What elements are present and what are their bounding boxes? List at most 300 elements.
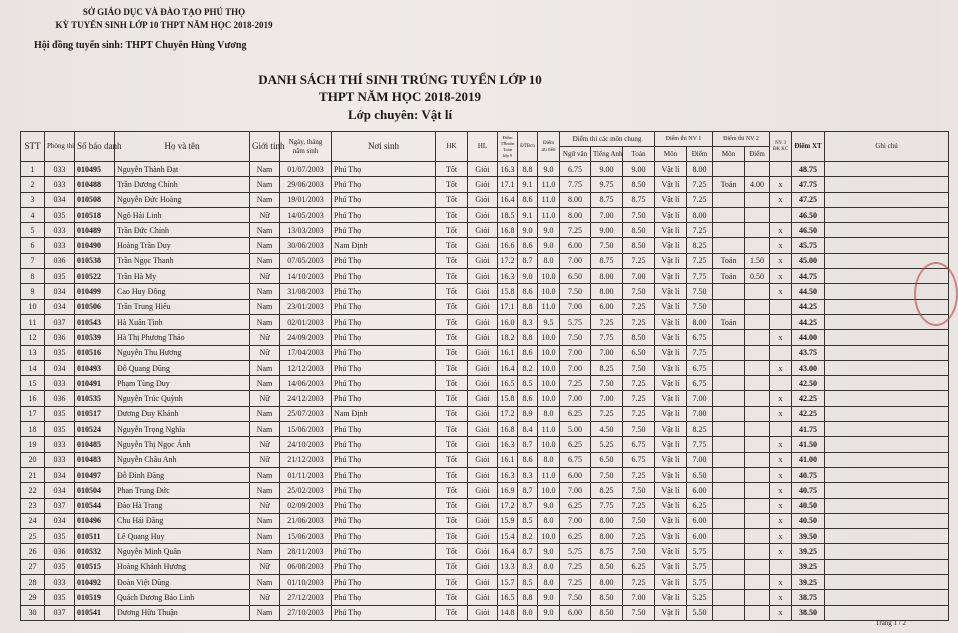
cell-hl: Giỏi (468, 238, 498, 253)
cell-math: 7.25 (623, 376, 655, 391)
cell-score1: 6.00 (687, 513, 713, 528)
cell-note (825, 330, 949, 345)
cell-hk: Tốt (436, 269, 468, 284)
cell-pob: Nam Định (332, 406, 436, 421)
cell-subj1: Vật lí (655, 544, 687, 559)
cell-tbcn: 8.5 (518, 513, 538, 528)
cell-note (825, 590, 949, 605)
cell-tbcn: 9.0 (518, 223, 538, 238)
cell-priority: 10.0 (538, 330, 560, 345)
cell-total: 42.25 (792, 406, 825, 421)
cell-room: 034 (45, 360, 75, 375)
cell-score2 (745, 207, 770, 222)
cell-eng: 8.00 (591, 269, 623, 284)
cell-math-avg: 15.9 (498, 513, 518, 528)
cell-lit: 8.00 (560, 207, 591, 222)
cell-score1: 6.00 (687, 529, 713, 544)
cell-subj1: Vật lí (655, 360, 687, 375)
cell-score1: 8.00 (687, 207, 713, 222)
cell-math-avg: 15.8 (498, 284, 518, 299)
col-hl: HL (468, 132, 498, 162)
cell-eng: 8.75 (591, 253, 623, 268)
cell-subj2 (713, 299, 745, 314)
cell-stt: 27 (21, 559, 45, 574)
cell-subj1: Vật lí (655, 437, 687, 452)
cell-math: 6.75 (623, 452, 655, 467)
cell-tbcn: 8.4 (518, 422, 538, 437)
cell-score1: 7.75 (687, 345, 713, 360)
cell-pob: Phú Thọ (332, 590, 436, 605)
cell-math: 7.50 (623, 483, 655, 498)
cell-math-avg: 16.1 (498, 452, 518, 467)
cell-sbd: 010522 (75, 269, 115, 284)
cell-sbd: 010497 (75, 467, 115, 482)
cell-lit: 7.75 (560, 177, 591, 192)
cell-math: 9.00 (623, 162, 655, 177)
cell-score2 (745, 391, 770, 406)
cell-pob: Phú Thọ (332, 360, 436, 375)
cell-pob: Phú Thọ (332, 529, 436, 544)
table-row (21, 544, 949, 559)
cell-sbd: 010488 (75, 177, 115, 192)
col-lit: Ngữ văn (560, 147, 591, 162)
cell-stt: 8 (21, 269, 45, 284)
cell-math: 8.75 (623, 192, 655, 207)
cell-dob: 24/10/2003 (280, 437, 332, 452)
cell-priority: 11.0 (538, 422, 560, 437)
cell-sbd: 010508 (75, 192, 115, 207)
cell-room: 033 (45, 575, 75, 590)
cell-subj2: Toán (713, 253, 745, 268)
cell-kc (770, 299, 792, 314)
cell-score2 (745, 437, 770, 452)
cell-tbcn: 8.0 (518, 605, 538, 620)
cell-hl: Giỏi (468, 529, 498, 544)
cell-name: Dương Hữu Thuận (115, 605, 250, 620)
cell-dob: 27/10/2003 (280, 605, 332, 620)
cell-pob: Phú Thọ (332, 498, 436, 513)
cell-kc: x (770, 177, 792, 192)
cell-lit: 8.00 (560, 192, 591, 207)
cell-total: 47.75 (792, 177, 825, 192)
cell-hl: Giỏi (468, 605, 498, 620)
cell-priority: 9.5 (538, 314, 560, 329)
cell-pob: Phú Thọ (332, 422, 436, 437)
cell-tbcn: 8.6 (518, 238, 538, 253)
col-stt: STT (21, 132, 45, 162)
cell-dob: 15/06/2003 (280, 529, 332, 544)
table-row (21, 162, 949, 177)
cell-score2 (745, 590, 770, 605)
cell-hk: Tốt (436, 605, 468, 620)
cell-math-avg: 16.0 (498, 314, 518, 329)
col-gender: Giới tính (250, 132, 280, 162)
cell-name: Dương Duy Khánh (115, 406, 250, 421)
cell-hl: Giỏi (468, 253, 498, 268)
cell-math-avg: 17.2 (498, 406, 518, 421)
table-row (21, 330, 949, 345)
cell-math-avg: 16.6 (498, 238, 518, 253)
cell-dob: 25/02/2003 (280, 483, 332, 498)
cell-stt: 25 (21, 529, 45, 544)
cell-score1: 7.50 (687, 284, 713, 299)
cell-eng: 9.00 (591, 223, 623, 238)
cell-kc: x (770, 544, 792, 559)
cell-dob: 07/05/2003 (280, 253, 332, 268)
cell-subj2 (713, 376, 745, 391)
cell-sbd: 010511 (75, 529, 115, 544)
cell-hk: Tốt (436, 345, 468, 360)
cell-math: 7.00 (623, 590, 655, 605)
col-sbd: Số báo danh (75, 132, 115, 162)
cell-stt: 29 (21, 590, 45, 605)
cell-gender: Nữ (250, 437, 280, 452)
cell-subj2 (713, 162, 745, 177)
col-nv1-subject: Môn (655, 147, 687, 162)
table-row (21, 559, 949, 574)
cell-tbcn: 8.3 (518, 467, 538, 482)
cell-subj1: Vật lí (655, 345, 687, 360)
document-title: DANH SÁCH THÍ SINH TRÚNG TUYỂN LỚP 10 (258, 72, 542, 87)
table-row (21, 575, 949, 590)
cell-kc: x (770, 452, 792, 467)
cell-lit: 5.75 (560, 544, 591, 559)
cell-dob: 25/07/2003 (280, 406, 332, 421)
cell-lit: 6.25 (560, 406, 591, 421)
cell-priority: 9.0 (538, 498, 560, 513)
col-nvkc: NV 3 ĐK KC (770, 132, 792, 162)
cell-total: 40.75 (792, 483, 825, 498)
cell-total: 44.00 (792, 330, 825, 345)
cell-priority: 10.0 (538, 360, 560, 375)
cell-subj1: Vật lí (655, 575, 687, 590)
cell-stt: 5 (21, 223, 45, 238)
cell-total: 39.25 (792, 544, 825, 559)
cell-subj2 (713, 498, 745, 513)
cell-pob: Phú Thọ (332, 376, 436, 391)
cell-dob: 21/12/2003 (280, 452, 332, 467)
cell-stt: 9 (21, 284, 45, 299)
cell-kc: x (770, 605, 792, 620)
cell-stt: 21 (21, 467, 45, 482)
cell-lit: 7.25 (560, 223, 591, 238)
cell-math: 8.50 (623, 238, 655, 253)
table-row (21, 498, 949, 513)
cell-eng: 6.50 (591, 452, 623, 467)
cell-eng: 8.00 (591, 529, 623, 544)
col-eng: Tiếng Anh (591, 147, 623, 162)
cell-tbcn: 8.2 (518, 360, 538, 375)
cell-eng: 7.00 (591, 207, 623, 222)
cell-priority: 10.0 (538, 391, 560, 406)
cell-score2 (745, 575, 770, 590)
cell-eng: 8.00 (591, 284, 623, 299)
cell-gender: Nam (250, 605, 280, 620)
cell-subj2 (713, 238, 745, 253)
cell-dob: 14/10/2003 (280, 269, 332, 284)
cell-kc: x (770, 192, 792, 207)
cell-note (825, 360, 949, 375)
cell-math: 7.25 (623, 391, 655, 406)
cell-score1: 6.75 (687, 330, 713, 345)
cell-sbd: 010483 (75, 452, 115, 467)
cell-subj1: Vật lí (655, 590, 687, 605)
cell-priority: 9.0 (538, 544, 560, 559)
cell-math-avg: 16.5 (498, 590, 518, 605)
cell-note (825, 575, 949, 590)
cell-note (825, 559, 949, 574)
cell-room: 037 (45, 605, 75, 620)
cell-hl: Giỏi (468, 544, 498, 559)
cell-room: 036 (45, 330, 75, 345)
cell-dob: 14/05/2003 (280, 207, 332, 222)
cell-room: 034 (45, 467, 75, 482)
cell-dob: 24/09/2003 (280, 330, 332, 345)
cell-subj2 (713, 422, 745, 437)
cell-dob: 17/04/2003 (280, 345, 332, 360)
cell-score1: 6.50 (687, 467, 713, 482)
cell-priority: 11.0 (538, 207, 560, 222)
cell-note (825, 529, 949, 544)
cell-tbcn: 8.3 (518, 314, 538, 329)
cell-hl: Giỏi (468, 590, 498, 605)
cell-math-avg: 16.9 (498, 483, 518, 498)
cell-name: Cao Huy Đông (115, 284, 250, 299)
cell-tbcn: 8.7 (518, 253, 538, 268)
cell-hl: Giỏi (468, 498, 498, 513)
cell-room: 036 (45, 253, 75, 268)
cell-subj2 (713, 529, 745, 544)
cell-math-avg: 16.3 (498, 269, 518, 284)
cell-score1: 8.00 (687, 314, 713, 329)
cell-hk: Tốt (436, 559, 468, 574)
cell-hl: Giỏi (468, 391, 498, 406)
cell-room: 033 (45, 376, 75, 391)
cell-subj1: Vật lí (655, 406, 687, 421)
cell-subj1: Vật lí (655, 422, 687, 437)
cell-dob: 23/01/2003 (280, 299, 332, 314)
col-math-avg: Điểm TBmôn Toán lớp 9 (498, 132, 518, 162)
cell-eng: 8.50 (591, 605, 623, 620)
cell-priority: 11.0 (538, 192, 560, 207)
cell-score2 (745, 529, 770, 544)
cell-subj2 (713, 330, 745, 345)
cell-room: 035 (45, 345, 75, 360)
cell-score2: 0.50 (745, 269, 770, 284)
cell-eng: 5.25 (591, 437, 623, 452)
cell-note (825, 498, 949, 513)
cell-lit: 6.25 (560, 437, 591, 452)
cell-name: Nguyễn Đức Hoàng (115, 192, 250, 207)
cell-tbcn: 8.9 (518, 406, 538, 421)
cell-subj2 (713, 575, 745, 590)
cell-gender: Nam (250, 284, 280, 299)
cell-stt: 20 (21, 452, 45, 467)
cell-stt: 16 (21, 391, 45, 406)
cell-math-avg: 14.8 (498, 605, 518, 620)
cell-sbd: 010490 (75, 238, 115, 253)
cell-hk: Tốt (436, 177, 468, 192)
cell-math: 7.25 (623, 529, 655, 544)
cell-gender: Nữ (250, 498, 280, 513)
col-dob: Ngày, tháng năm sinh (280, 132, 332, 162)
cell-sbd: 010504 (75, 483, 115, 498)
table-row (21, 253, 949, 268)
cell-score1: 7.00 (687, 391, 713, 406)
cell-dob: 14/06/2003 (280, 376, 332, 391)
table-row (21, 483, 949, 498)
cell-name: Hoàng Khánh Hương (115, 559, 250, 574)
cell-dob: 21/06/2003 (280, 513, 332, 528)
table-row (21, 177, 949, 192)
cell-room: 033 (45, 223, 75, 238)
cell-pob: Phú Thọ (332, 330, 436, 345)
cell-stt: 3 (21, 192, 45, 207)
cell-tbcn: 8.5 (518, 376, 538, 391)
cell-hk: Tốt (436, 422, 468, 437)
cell-pob: Phú Thọ (332, 192, 436, 207)
cell-hk: Tốt (436, 483, 468, 498)
cell-tbcn: 8.7 (518, 437, 538, 452)
cell-total: 45.75 (792, 238, 825, 253)
col-hk: HK (436, 132, 468, 162)
cell-priority: 11.0 (538, 299, 560, 314)
cell-name: Nguyễn Thành Đạt (115, 162, 250, 177)
cell-stt: 14 (21, 360, 45, 375)
cell-lit: 7.25 (560, 575, 591, 590)
cell-total: 41.00 (792, 452, 825, 467)
cell-room: 033 (45, 437, 75, 452)
cell-hk: Tốt (436, 452, 468, 467)
cell-pob: Phú Thọ (332, 284, 436, 299)
cell-lit: 6.00 (560, 605, 591, 620)
cell-kc (770, 559, 792, 574)
cell-score2 (745, 467, 770, 482)
cell-lit: 7.25 (560, 559, 591, 574)
cell-hl: Giỏi (468, 437, 498, 452)
cell-subj2 (713, 207, 745, 222)
cell-pob: Phú Thọ (332, 299, 436, 314)
cell-name: Nguyễn Trọng Nghĩa (115, 422, 250, 437)
cell-dob: 02/01/2003 (280, 314, 332, 329)
cell-pob: Phú Thọ (332, 223, 436, 238)
col-total: Điểm XT (792, 132, 825, 162)
cell-sbd: 010499 (75, 284, 115, 299)
cell-gender: Nam (250, 223, 280, 238)
cell-name: Đỗ Quang Dũng (115, 360, 250, 375)
cell-subj1: Vật lí (655, 177, 687, 192)
cell-dob: 19/01/2003 (280, 192, 332, 207)
cell-total: 41.75 (792, 422, 825, 437)
department-name: SỞ GIÁO DỤC VÀ ĐÀO TẠO PHÚ THỌ (82, 7, 246, 17)
cell-math: 7.50 (623, 513, 655, 528)
cell-note (825, 452, 949, 467)
cell-math-avg: 17.1 (498, 177, 518, 192)
cell-gender: Nam (250, 253, 280, 268)
cell-stt: 22 (21, 483, 45, 498)
cell-pob: Phú Thọ (332, 253, 436, 268)
cell-pob: Phú Thọ (332, 177, 436, 192)
cell-subj1: Vật lí (655, 253, 687, 268)
cell-priority: 10.0 (538, 284, 560, 299)
cell-stt: 30 (21, 605, 45, 620)
cell-lit: 6.25 (560, 498, 591, 513)
cell-eng: 7.00 (591, 345, 623, 360)
cell-math-avg: 17.2 (498, 498, 518, 513)
cell-kc: x (770, 467, 792, 482)
cell-subj2 (713, 559, 745, 574)
cell-tbcn: 8.7 (518, 544, 538, 559)
cell-sbd: 010517 (75, 406, 115, 421)
cell-pob: Phú Thọ (332, 575, 436, 590)
cell-pob: Phú Thọ (332, 559, 436, 574)
cell-score2 (745, 605, 770, 620)
cell-subj2 (713, 406, 745, 421)
cell-room: 035 (45, 559, 75, 574)
cell-eng: 8.00 (591, 575, 623, 590)
cell-math: 7.50 (623, 207, 655, 222)
cell-sbd: 010541 (75, 605, 115, 620)
cell-priority: 8.0 (538, 575, 560, 590)
cell-pob: Phú Thọ (332, 513, 436, 528)
cell-note (825, 483, 949, 498)
cell-math: 6.75 (623, 437, 655, 452)
cell-total: 40.75 (792, 467, 825, 482)
cell-math-avg: 15.8 (498, 391, 518, 406)
cell-stt: 2 (21, 177, 45, 192)
table-row (21, 391, 949, 406)
cell-score2 (745, 314, 770, 329)
cell-hl: Giỏi (468, 452, 498, 467)
cell-priority: 8.0 (538, 253, 560, 268)
cell-kc: x (770, 513, 792, 528)
cell-note (825, 437, 949, 452)
cell-pob: Phú Thọ (332, 437, 436, 452)
cell-total: 39.50 (792, 529, 825, 544)
cell-sbd: 010491 (75, 376, 115, 391)
cell-math: 7.50 (623, 360, 655, 375)
cell-hk: Tốt (436, 360, 468, 375)
cell-kc: x (770, 406, 792, 421)
cell-stt: 4 (21, 207, 45, 222)
cell-hl: Giỏi (468, 345, 498, 360)
cell-gender: Nam (250, 513, 280, 528)
cell-eng: 7.00 (591, 391, 623, 406)
cell-lit: 7.00 (560, 483, 591, 498)
cell-hl: Giỏi (468, 299, 498, 314)
cell-name: Chu Hải Đăng (115, 513, 250, 528)
cell-hl: Giỏi (468, 513, 498, 528)
cell-lit: 7.00 (560, 360, 591, 375)
cell-gender: Nữ (250, 345, 280, 360)
cell-priority: 11.0 (538, 467, 560, 482)
page-number: Trang 1 / 2 (875, 619, 906, 627)
cell-sbd: 010516 (75, 345, 115, 360)
cell-math: 7.25 (623, 498, 655, 513)
cell-eng: 7.75 (591, 330, 623, 345)
col-common-group: Điểm thi các môn chung (560, 132, 655, 147)
table-row (21, 314, 949, 329)
cell-priority: 10.0 (538, 345, 560, 360)
cell-stt: 15 (21, 376, 45, 391)
cell-stt: 23 (21, 498, 45, 513)
cell-dob: 01/10/2003 (280, 575, 332, 590)
cell-gender: Nam (250, 360, 280, 375)
cell-total: 41.50 (792, 437, 825, 452)
cell-lit: 6.75 (560, 452, 591, 467)
cell-hl: Giỏi (468, 360, 498, 375)
cell-math-avg: 16.3 (498, 467, 518, 482)
